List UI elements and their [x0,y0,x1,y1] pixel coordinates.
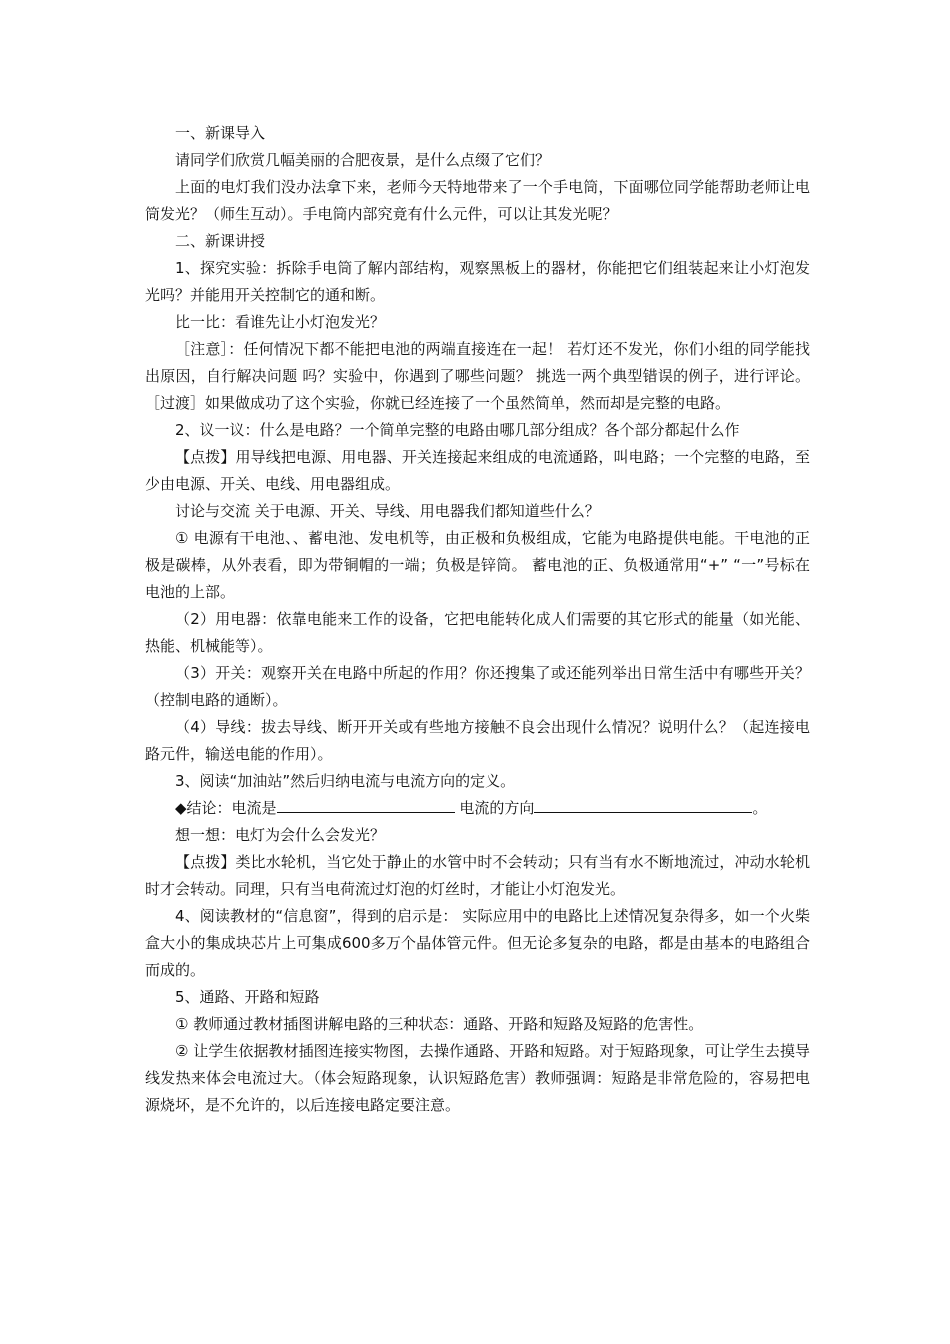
paragraph: ② 让学生依据教材插图连接实物图，去操作通路、开路和短路。对于短路现象，可让学生去摸导线发热来体会电流过大。（体会短路现象，认识短路危害）教师强调：短路是非常危险的，容易把电源烧坏，是不允许的，以后连接电路定要注意。 [145,1042,810,1114]
paragraph: ① 电源有干电池、、蓄电池、发电机等，由正极和负极组成，它能为电路提供电能。干电池的正极是碳棒，从外表看，即为带铜帽的一端；负极是锌筒。 蓄电池的正、负极通常用“+” “一”号标在电池的上部。 [145,529,810,601]
heading-intro: 一、新课导入 [175,124,266,142]
paragraph: 4、阅读教材的“信息窗”，得到的启示是： 实际应用中的电路比上述情况复杂得多，如一个火柴盒大小的集成块芯片上可集成600多万个晶体管元件。但无论多复杂的电路，都是由基本的电路组合而成的。 [145,907,810,979]
paragraph: 1、探究实验：拆除手电筒了解内部结构，观察黑板上的器材，你能把它们组装起来让小灯泡发光吗？并能用开关控制它的通和断。 [145,259,810,304]
document-body [145,120,810,1119]
paragraph: 5、通路、开路和短路 [175,988,320,1006]
paragraph: ［注意］：任何情况下都不能把电池的两端直接连在一起！ 若灯还不发光，你们小组的同学能找出原因，自行解决问题 吗？实验中，你遇到了哪些问题？ 挑选一两个典型错误的例子，进行评论。 ［过渡］如果做成功了这个实验，你就已经连接了一个虽然简单，然而却是完整的电路。 [145,340,810,412]
conclusion-prefix: ◆结论：电流是 [175,799,277,817]
conclusion-suffix: 。 [752,799,768,817]
paragraph: 【点拨】用导线把电源、用电器、开关连接起来组成的电流通路，叫电路；一个完整的电路，至少由电源、开关、电线、用电器组成。 [145,448,810,493]
paragraph: 上面的电灯我们没办法拿下来，老师今天特地带来了一个手电筒，下面哪位同学能帮助老师让电筒发光？（师生互动）。手电筒内部究竟有什么元件，可以让其发光呢？ [145,178,810,223]
fill-blank-direction[interactable] [534,796,752,813]
paragraph: 3、阅读“加油站”然后归纳电流与电流方向的定义。 [175,772,516,790]
paragraph: 想一想：电灯为会什么会发光？ [175,826,386,844]
paragraph: （3）开关：观察开关在电路中所起的作用？你还搜集了或还能列举出日常生活中有哪些开关？（控制电路的通断）。 [145,664,810,709]
paragraph: 2、议一议：什么是电路？一个简单完整的电路由哪几部分组成？各个部分都起什么作 [175,421,740,439]
paragraph: ① 教师通过教材插图讲解电路的三种状态：通路、开路和短路及短路的危害性。 [175,1015,704,1033]
conclusion-line [145,795,810,822]
paragraph: （4）导线：拔去导线、断开开关或有些地方接触不良会出现什么情况？说明什么？（起连接电路元件，输送电能的作用）。 [145,718,810,763]
conclusion-middle: 电流的方向 [454,799,535,817]
fill-blank-current[interactable] [277,796,455,813]
heading-new-lesson: 二、新课讲授 [175,232,266,250]
paragraph: 请同学们欣赏几幅美丽的合肥夜景，是什么点缀了它们？ [175,151,551,169]
paragraph: 比一比：看谁先让小灯泡发光？ [175,313,386,331]
paragraph: （2）用电器：依靠电能来工作的设备，它把电能转化成人们需要的其它形式的能量（如光能、热能、机械能等）。 [145,610,810,655]
paragraph: 【点拨】类比水轮机，当它处于静止的水管中时不会转动；只有当有水不断地流过，冲动水轮机时才会转动。同理，只有当电荷流过灯泡的灯丝时，才能让小灯泡发光。 [145,853,810,898]
paragraph: 讨论与交流 关于电源、开关、导线、用电器我们都知道些什么？ [175,502,600,520]
